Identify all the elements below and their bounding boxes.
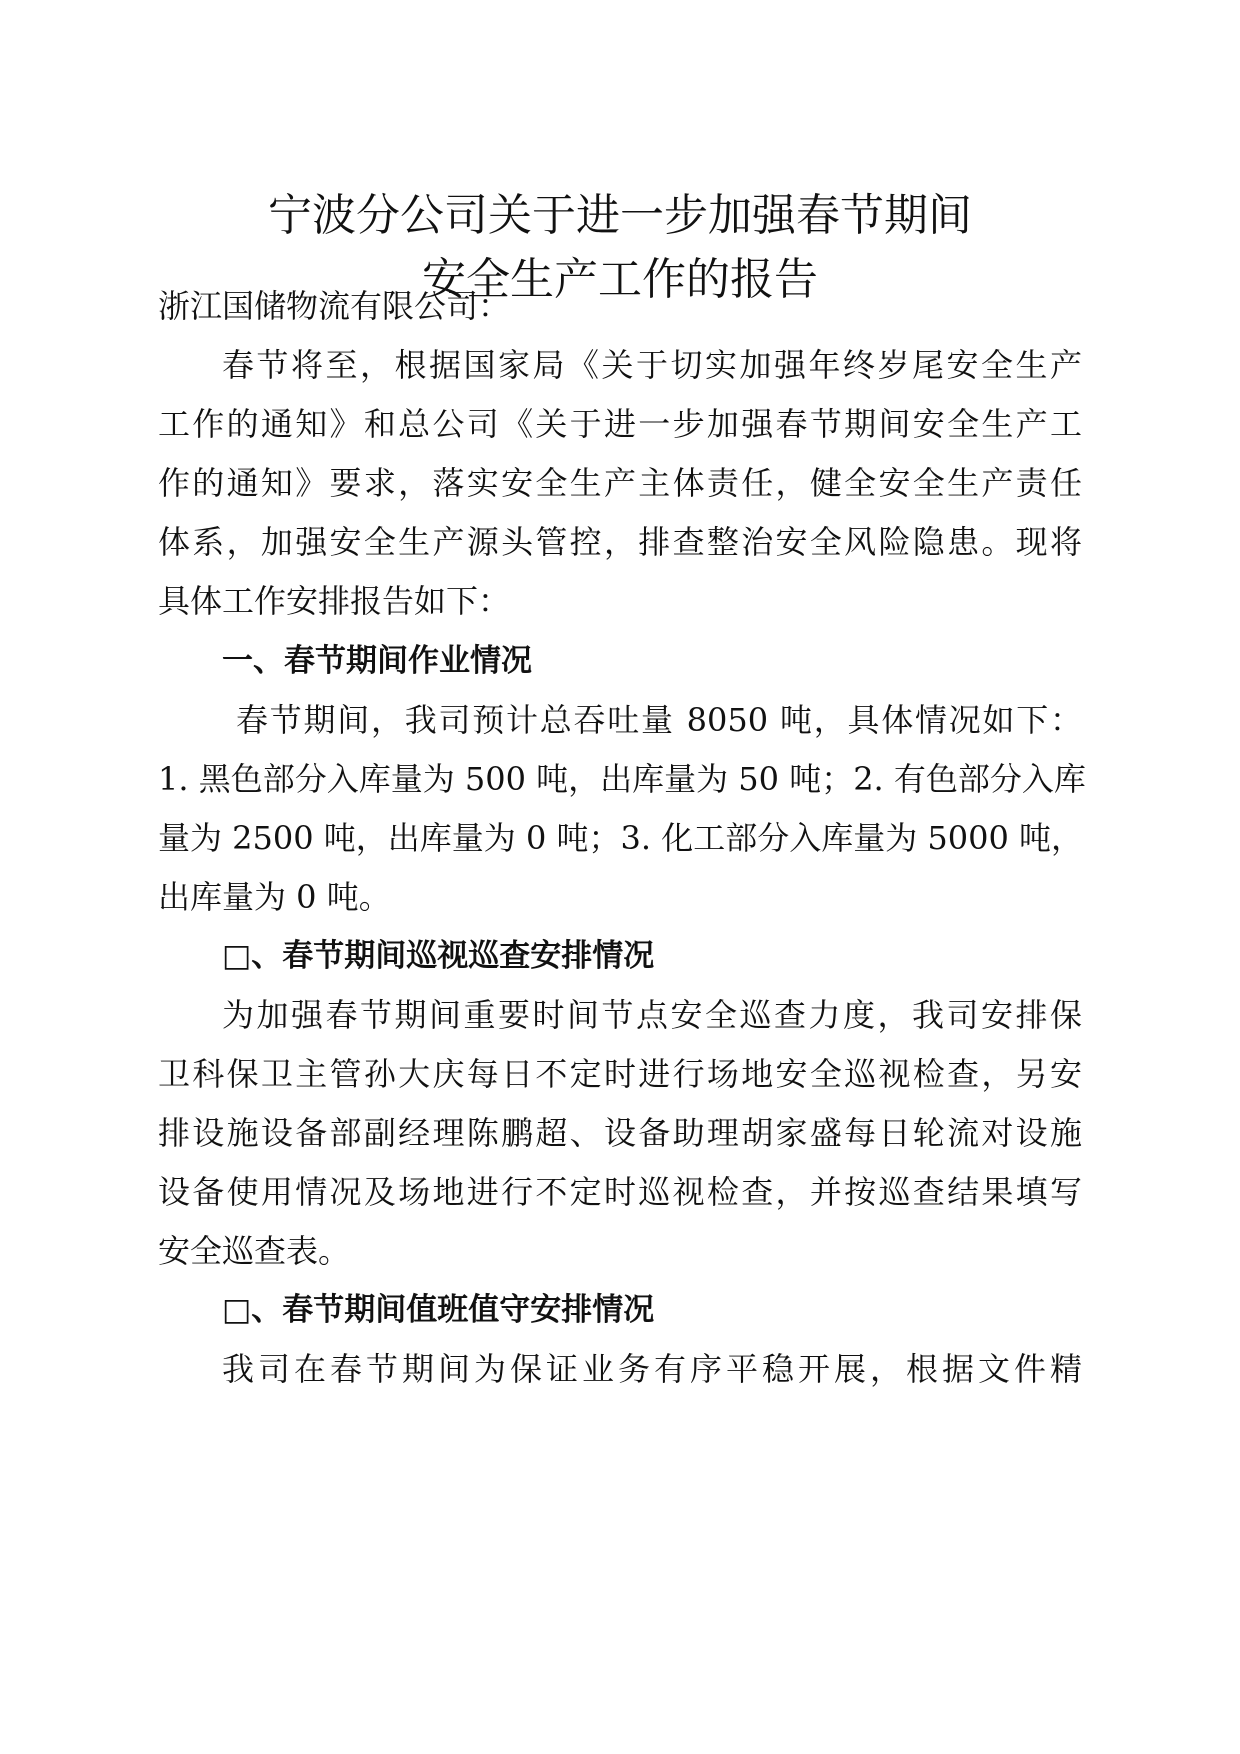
section-1-line-4: 出库量为 0 吨。 [158,878,391,916]
document-title-line-1: 宁波分公司关于进一步加强春节期间 [268,190,972,241]
intro-line-5: 具体工作安排报告如下： [158,582,511,620]
section-1-line-2: 1. 黑色部分入库量为 500 吨，出库量为 50 吨；2. 有色部分入库 [158,760,1086,798]
section-2-line-5: 安全巡查表。 [158,1232,351,1270]
section-1-heading: 一、春节期间作业情况 [222,643,532,679]
section-1-line-1: 春节期间，我司预计总吞吐量 8050 吨，具体情况如下： [236,701,1082,739]
section-3-heading: □、春节期间值班值守安排情况 [222,1292,655,1328]
intro-line-4: 体系，加强安全生产源头管控，排查整治安全风险隐患。现将 [158,523,1082,561]
intro-line-1: 春节将至，根据国家局《关于切实加强年终岁尾安全生产 [222,346,1082,384]
section-2-line-2: 卫科保卫主管孙大庆每日不定时进行场地安全巡视检查，另安 [158,1055,1082,1093]
document-title-line-2: 安全生产工作的报告 [422,254,818,305]
section-2-line-3: 排设施设备部副经理陈鹏超、设备助理胡家盛每日轮流对设施 [158,1114,1082,1152]
section-2-heading: □、春节期间巡视巡查安排情况 [222,938,655,974]
section-1-line-3: 量为 2500 吨，出库量为 0 吨；3. 化工部分入库量为 5000 吨， [158,819,1083,857]
intro-line-3: 作的通知》要求，落实安全生产主体责任，健全安全生产责任 [158,464,1082,502]
section-2-line-4: 设备使用情况及场地进行不定时巡视检查，并按巡查结果填写 [158,1173,1082,1211]
section-2-line-1: 为加强春节期间重要时间节点安全巡查力度，我司安排保 [222,996,1082,1034]
addressee: 浙江国储物流有限公司： [158,287,511,325]
intro-line-2: 工作的通知》和总公司《关于进一步加强春节期间安全生产工 [158,405,1082,443]
section-3-line-1: 我司在春节期间为保证业务有序平稳开展，根据文件精 [222,1350,1082,1388]
